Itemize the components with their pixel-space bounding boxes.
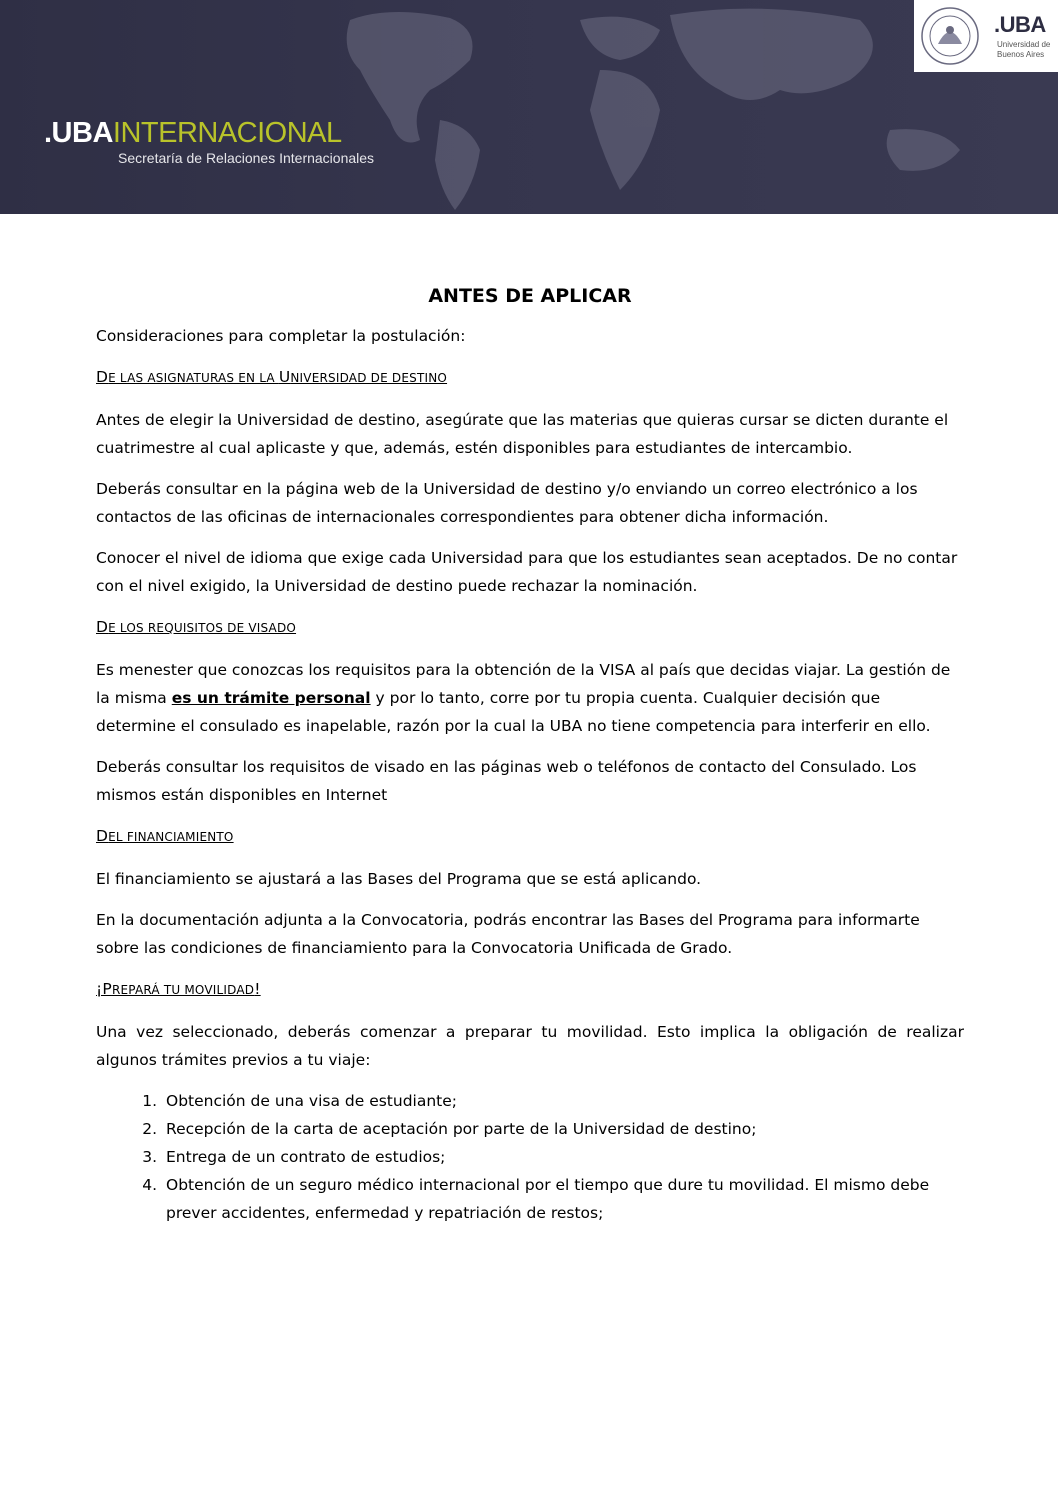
section-heading-movilidad: ¡PREPARÁ TU MOVILIDAD! [96,980,261,998]
header-banner [0,0,1058,214]
paragraph: El financiamiento se ajustará a las Bases del Programa que se está aplicando. [96,870,702,888]
brand-subtitle: Secretaría de Relaciones Internacionales [118,150,375,166]
brand-uba: .UBA [44,117,113,149]
paragraph: Deberás consultar en la página web de la Universidad de destino y/o enviando un correo electrónico a los contactos de las oficinas de internacionales correspondientes para obtener dicha información. [96,480,918,526]
intro-text: Consideraciones para completar la postulación: [96,327,466,345]
section-heading-financiamiento: DEL FINANCIAMIENTO [96,827,234,845]
brand-internacional: INTERNACIONAL [112,117,342,149]
tramites-list [96,1087,964,1227]
paragraph: Conocer el nivel de idioma que exige cada Universidad para que los estudiantes sean aceptados. De no contar con el nivel exigido, la Universidad de destino puede rechazar la nominación. [96,549,958,595]
paragraph-text: Es menester que conozcas los requisitos para la obtención de la VISA al país que decidas viajar. La gestión de la misma [96,661,951,707]
document-body [96,282,964,1227]
paragraph: Antes de elegir la Universidad de destino, asegúrate que las materias que quieras cursar se dicten durante el cuatrimestre al cual aplicaste y que, además, estén disponibles para estudiantes de intercambio. [96,411,949,457]
logo-uba-subtitle: Universidad de Buenos Aires [997,40,1051,59]
list-item: 3. Entrega de un contrato de estudios; [162,1143,964,1171]
paragraph: En la documentación adjunta a la Convocatoria, podrás encontrar las Bases del Programa para informarte sobre las condiciones de financiamiento para la Convocatoria Unificada de Grado. [96,911,920,957]
paragraph: Una vez seleccionado, deberás comenzar a preparar tu movilidad. Esto implica la obligación de realizar algunos trámites previos a tu viaje: [96,1023,964,1069]
logo-uba-text: .UBA [994,12,1046,37]
uba-internacional-logo [44,116,374,166]
paragraph: Deberás consultar los requisitos de visado en las páginas web o teléfonos de contacto del Consulado. Los mismos están disponibles en Internet [96,758,917,804]
paragraph [96,656,964,740]
document-title: ANTES DE APLICAR [428,285,632,307]
emphasis-text: es un trámite personal [171,689,371,707]
uba-logo-box [914,0,1058,72]
list-item: 4. Obtención de un seguro médico internacional por el tiempo que dure tu movilidad. El mismo debe prever accidentes, enfermedad y repatriación de restos; [162,1171,964,1227]
list-item: 2. Recepción de la carta de aceptación por parte de la Universidad de destino; [162,1115,964,1143]
list-item: 1. Obtención de una visa de estudiante; [162,1087,964,1115]
section-heading-visado: DE LOS REQUISITOS DE VISADO [96,618,297,636]
university-seal-icon [920,6,980,66]
section-heading-asignaturas: DE LAS ASIGNATURAS EN LA UNIVERSIDAD DE DESTINO [96,368,448,386]
paragraph-text: y por lo tanto, corre por tu propia cuenta. Cualquier decisión que determine el consulado es inapelable, razón por la cual la UBA no tiene competencia para interferir en ello. [96,689,931,735]
